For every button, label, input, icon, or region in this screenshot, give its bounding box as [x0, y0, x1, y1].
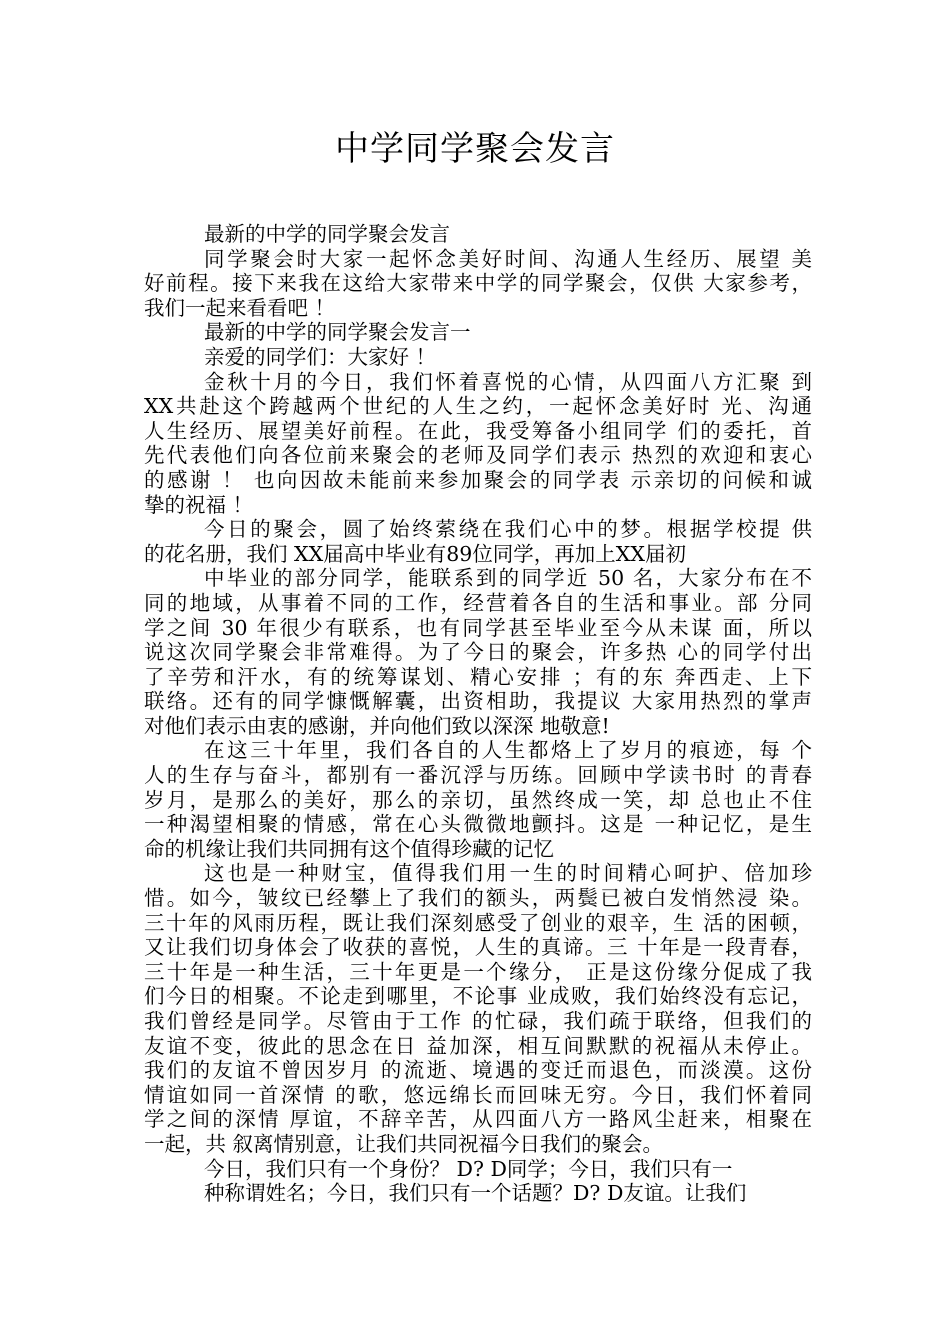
- text-line: 了辛劳和汗水，有的统筹谋划、精心安排 ；有的东 奔西走、上下: [144, 664, 812, 689]
- text-line: 最新的中学的同学聚会发言一: [204, 320, 471, 345]
- text-line: 情谊如同一首深情 的歌，悠远绵长而回味无穷。今日，我们怀着同: [144, 1082, 812, 1107]
- text-line: 学之间 30 年很少有联系，也有同学甚至毕业至今从未谋 面，所以: [144, 615, 812, 640]
- text-line: 中毕业的部分同学，能联系到的同学近 50 名，大家分布在不: [204, 566, 812, 591]
- text-line: 的花名册，我们 XX届高中毕业有89位同学，再加上XX届初: [144, 541, 686, 566]
- text-line: 对他们表示由衷的感谢，并向他们致以深深 地敬意!: [144, 713, 610, 738]
- text-line: 同学聚会时大家一起怀念美好时间、沟通人生经历、展望 美: [204, 246, 812, 271]
- text-line: 学之间的深情 厚谊，不辞辛苦，从四面八方一路风尘赶来，相聚在: [144, 1107, 812, 1132]
- document-body: [144, 222, 812, 1206]
- text-line: 又让我们切身体会了收获的喜悦，人生的真谛。三 十年是一段青春，: [144, 935, 812, 960]
- text-line: 三十年是一种生活，三十年更是一个缘分， 正是这份缘分促成了我: [144, 959, 812, 984]
- text-line: 的感谢 ！ 也向因故未能前来参加聚会的同学表 示亲切的问候和诚: [144, 467, 812, 492]
- text-line: 三十年的风雨历程，既让我们深刻感受了创业的艰辛，生 活的困顿，: [144, 910, 812, 935]
- text-line: 挚的祝福 ！: [144, 492, 254, 517]
- text-line: XX共赴这个跨越两个世纪的人生之约，一起怀念美好时 光、沟通: [144, 394, 812, 419]
- text-line: 今日的聚会，圆了始终萦绕在我们心中的梦。根据学校提 供: [204, 517, 812, 542]
- text-line: 我们一起来看看吧 ！: [144, 295, 336, 320]
- text-line: 说这次同学聚会非常难得。为了今日的聚会，许多热 心的同学付出: [144, 640, 812, 665]
- text-line: 同的地域，从事着不同的工作，经营着各自的生活和事业。部 分同: [144, 590, 812, 615]
- text-line: 这也是一种财宝，值得我们用一生的时间精心呵护、倍加珍: [204, 861, 812, 886]
- text-line: 我们曾经是同学。尽管由于工作 的忙碌，我们疏于联络，但我们的: [144, 1009, 812, 1033]
- text-line: 友谊不变，彼此的思念在日 益加深，相互间默默的祝福从未停止。: [144, 1033, 812, 1058]
- text-line: 种称谓姓名；今日，我们只有一个话题？D? D友谊。让我们: [204, 1181, 747, 1206]
- text-line: 人的生存与奋斗，都别有一番沉浮与历练。回顾中学读书时 的青春: [144, 763, 812, 788]
- text-line: 最新的中学的同学聚会发言: [204, 222, 450, 246]
- text-line: 命的机缘让我们共同拥有这个值得珍藏的记忆: [144, 836, 554, 861]
- text-line: 们今日的相聚。不论走到哪里，不论事 业成败，我们始终没有忘记，: [144, 984, 812, 1009]
- text-line: 惜。如今，皱纹已经攀上了我们的额头，两鬓已被白发悄然浸 染。: [144, 886, 812, 911]
- text-line: 一起，共 叙离情别意，让我们共同祝福今日我们的聚会。: [144, 1131, 664, 1156]
- text-line: 我们的友谊不曾因岁月 的流逝、境遇的变迁而退色，而淡漠。这份: [144, 1058, 812, 1083]
- text-line: 金秋十月的今日，我们怀着喜悦的心情，从四面八方汇聚 到: [204, 369, 812, 394]
- text-line: 岁月，是那么的美好，那么的亲切，虽然终成一笑，却 总也止不住: [144, 787, 812, 812]
- text-line: 一种渴望相聚的情感，常在心头微微地颤抖。这是 一种记忆，是生: [144, 812, 812, 837]
- text-line: 在这三十年里，我们各自的人生都烙上了岁月的痕迹，每 个: [204, 738, 812, 763]
- text-line: 人生经历、展望美好前程。在此，我受筹备小组同学 们的委托，首: [144, 418, 812, 443]
- text-line: 今日，我们只有一个身份？ D? D同学；今日，我们只有一: [204, 1156, 733, 1181]
- text-line: 亲爱的同学们：大家好 ！: [204, 344, 437, 369]
- text-line: 好前程。接下来我在这给大家带来中学的同学聚会，仅供 大家参考，: [144, 271, 812, 296]
- text-line: 联络。还有的同学慷慨解囊，出资相助，我提议 大家用热烈的掌声: [144, 689, 812, 714]
- text-line: 先代表他们向各位前来聚会的老师及同学们表示 热烈的欢迎和衷心: [144, 443, 812, 468]
- document-title: 中学同学聚会发言: [335, 129, 615, 169]
